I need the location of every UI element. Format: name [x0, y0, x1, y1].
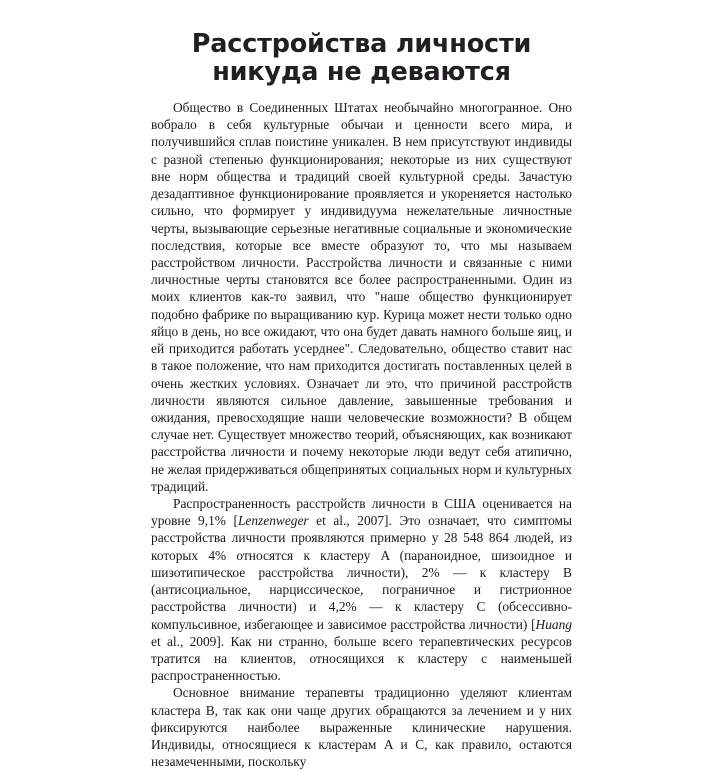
page-title-line-2: никуда не деваются: [212, 57, 511, 87]
page-title-line-1: Расстройства личности: [191, 29, 532, 59]
paragraph-2-segment-text-2: et al., 2007]. Это означает, что симптомы расстройства личности проявляются примерно у 28 548 864 людей, из которых 4% относятся к кластеру A (параноидное, шизоидное и шизотипическое расстройства личности), 2% — к кластеру B (антисоциальное, нарциссическое, пограничное и гистрионное расстройства личности) и 4,2% — к кластеру C (обсессивно-компульсивное, избегающее и зависимое расстройства личности) [: [151, 513, 572, 632]
paragraph-1: Общество в Соединенных Штатах необычайно многогранное. Оно вобрало в себя культурные обычаи и ценности всего мира, и получившийся сплав поистине уникален. В нем присутствуют индивиды с разной степенью функционирования; некоторые из них существуют вне норм общества и традиций своей культурной среды. Зачастую дезадаптивное функционирование проявляется и укореняется настолько сильно, что формирует у индивидуума нежелательные личностные черты, вызывающие серьезные негативные социальные и экономические последствия, которые все вместе образуют то, что мы называем расстройством личности. Расстройства личности и связанные с ними личностные черты становятся все более распространенными. Один из моих клиентов как-то заявил, что "наше общество функционирует подобно фабрике по выращиванию кур. Курица может нести только одно яйцо в день, но все ожидают, что она будет давать намного больше яиц, и ей приходится работать усерднее". Следовательно, общество ставит нас в такое положение, что нам приходится достигать поставленных целей в очень жестких условиях. Означает ли это, что причиной расстройств личности являются сильное давление, завышенные требования и ожидания, превосходящие наши человеческие возможности? В общем случае нет. Существует множество теорий, объясняющих, как возникают расстройства личности и почему некоторые люди ведут себя атипично, не желая придерживаться общепринятых социальных норм и культурных традиций.: [151, 100, 572, 494]
paragraph-2-segment-text-1: Распространенность расстройств личности в США оценивается на уровне 9,1% [: [151, 496, 572, 529]
body-text: [151, 99, 572, 771]
paragraph-3: Основное внимание терапевты традиционно уделяют клиентам кластера B, так как они чаще других обращаются за лечением и у них фиксируются наиболее выраженные клинические нарушения. Индивиды, относящиеся к кластерам A и C, как правило, остаются незамеченными, поскольку: [151, 685, 572, 770]
paragraph-2-segment-text-3: et al., 2009]. Как ни странно, больше всего терапевтических ресурсов тратится на клиентов, относящихся к кластеру с наименьшей распространенностью.: [151, 633, 572, 684]
citation-lenzenweger: Lenzenweger: [237, 513, 309, 529]
page-title: [151, 30, 572, 86]
paragraph-2: [151, 495, 572, 684]
citation-huang: Huang: [535, 616, 572, 632]
